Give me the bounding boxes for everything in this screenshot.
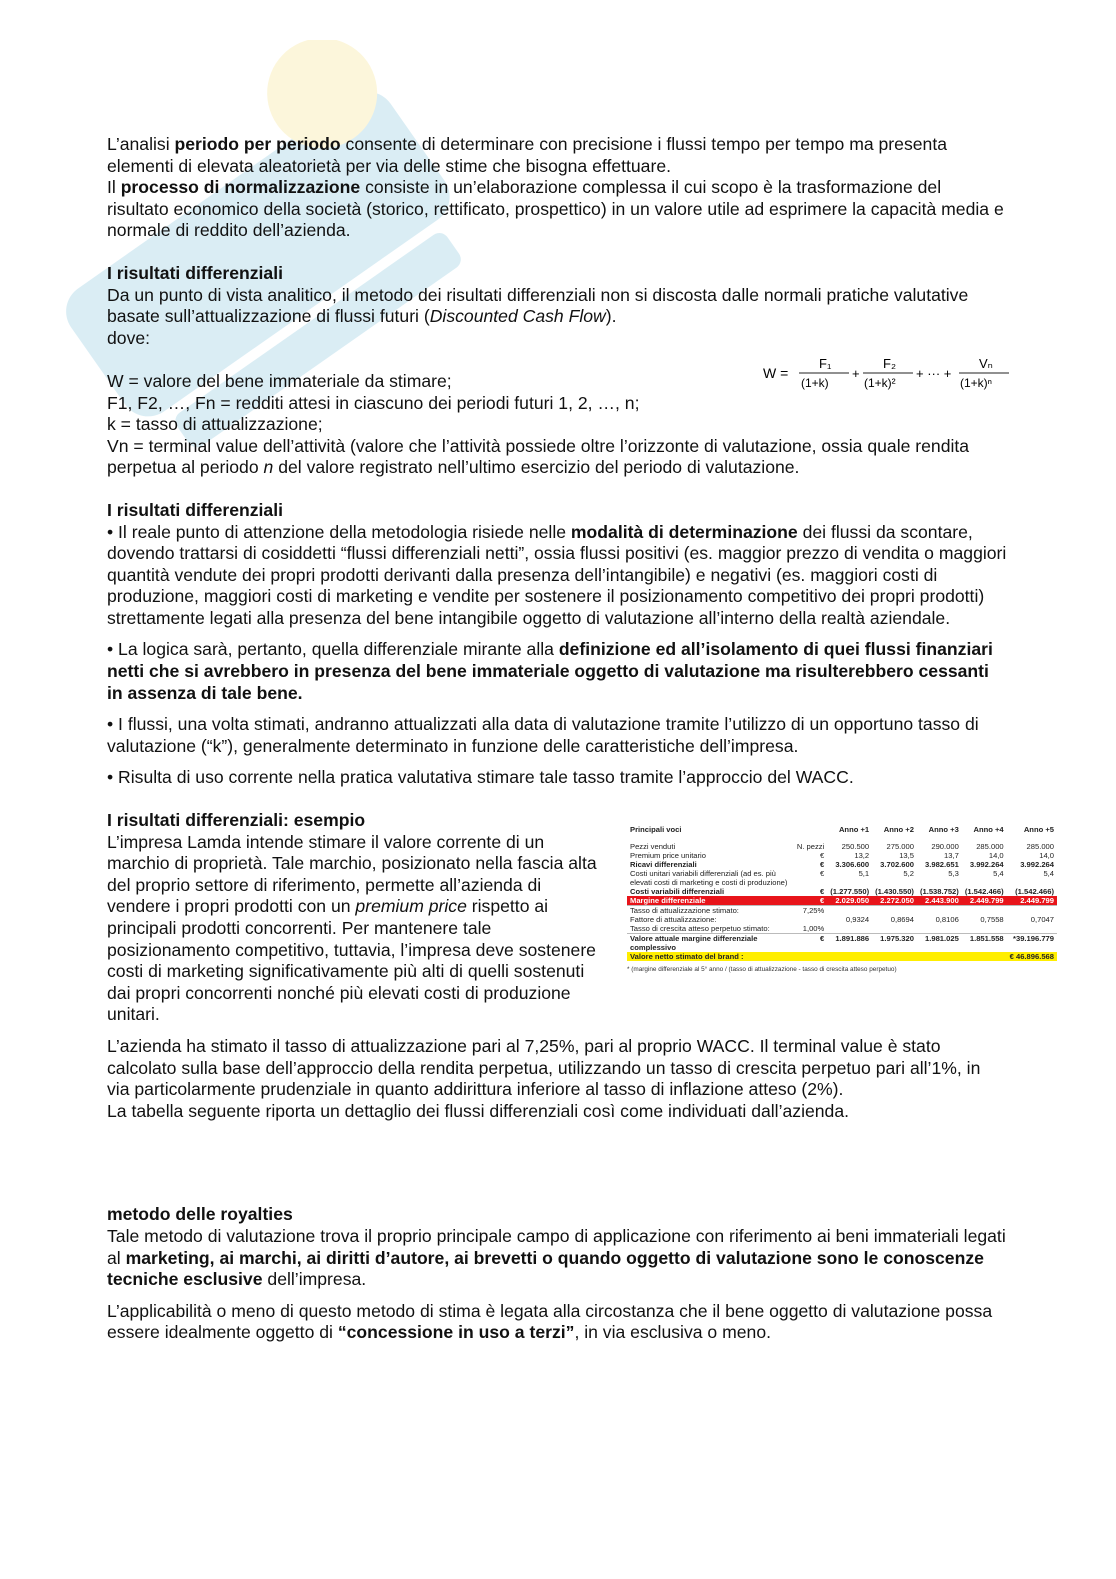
- svg-text:(1+k): (1+k): [801, 376, 829, 390]
- table-cell: 285.000: [976, 842, 1004, 852]
- table-cell: [872, 952, 917, 961]
- svg-text:W =: W =: [763, 365, 789, 381]
- table-header-row: [627, 816, 1057, 842]
- table-cell: (1.430.550): [875, 887, 914, 897]
- table-cell: [827, 924, 872, 934]
- table-cell: 2.029.050: [827, 896, 872, 906]
- example-paragraph-2: L’azienda ha stimato il tasso di attualizzazione pari al 7,25%, pari al proprio WACC. Il terminal value è stato calcolato sulla base dell’approccio della rendita perpetua, utilizzando un tasso di crescita perpetuo pari all’1%, in via particolarmente prudenziale in quanto addirittura inferiore al tasso di inflazione atteso (2%).: [107, 1035, 981, 1100]
- table-cell: 3.982.651: [925, 860, 959, 870]
- table-cell: (1.542.466): [1015, 887, 1054, 897]
- table-cell: 1.891.886: [827, 934, 872, 953]
- table-cell: [827, 952, 872, 961]
- table-cell: [917, 906, 962, 916]
- table-cell: €: [820, 887, 825, 897]
- table-row: [627, 952, 1057, 961]
- table-cell: 14,0: [988, 851, 1004, 861]
- table-cell: 13,7: [944, 851, 959, 861]
- table-cell: N. pezzi: [796, 842, 825, 852]
- svg-text:+ ··· +: + ··· +: [916, 366, 952, 381]
- table-cell: 0,7558: [980, 915, 1004, 925]
- table-header-cell: Anno +4: [973, 824, 1004, 834]
- definition-f: F1, F2, …, Fn = redditi attesi in ciascuno dei periodi futuri 1, 2, …, n;: [107, 392, 640, 413]
- table-cell: 13,5: [899, 851, 914, 861]
- table-header-cell: Anno +5: [1023, 824, 1054, 834]
- definition-vn: Vn = terminal value dell’attività (valore che l’attività possiede oltre l’orizzonte di valutazione, ossia quale rendita perpetua al periodo n del valore registrato nell’ultimo esercizio del periodo di valutazione.: [107, 435, 970, 478]
- table-row: [627, 896, 1057, 906]
- table-cell: [1007, 924, 1057, 934]
- table-cell: [872, 906, 917, 916]
- bullet-flussi: • I flussi, una volta stimati, andranno attualizzati alla data di valutazione tramite l’utilizzo di un opportuno tasso di valutazione (“k”), generalmente determinato in funzione delle caratteristiche dell’impresa.: [107, 714, 979, 756]
- example-paragraph-3: La tabella seguente riporta un dettaglio dei flussi differenziali così come individuati dall’azienda.: [107, 1100, 850, 1121]
- table-row: [627, 934, 1057, 953]
- svg-text:Vₙ: Vₙ: [979, 356, 993, 371]
- table-cell: (1.542.466): [964, 887, 1004, 897]
- table-cell: 275.000: [886, 842, 914, 852]
- section-heading-differenziali-2: I risultati differenziali: [107, 499, 283, 520]
- svg-text:(1+k)²: (1+k)²: [864, 376, 896, 390]
- section-heading-royalties: metodo delle royalties: [107, 1204, 293, 1225]
- table-cell: 5,1: [858, 869, 870, 879]
- table-cell: 2.449.799: [962, 896, 1007, 906]
- table-row: [627, 924, 1057, 934]
- table-cell: [917, 952, 962, 961]
- table-cell: 290.000: [931, 842, 959, 852]
- table-cell: 1.851.558: [962, 934, 1007, 953]
- table-cell: 0,8694: [890, 915, 914, 925]
- table-cell: 5,2: [903, 869, 914, 879]
- table-cell: Pezzi venduti: [630, 842, 676, 852]
- table-cell: 2.443.900: [917, 896, 962, 906]
- table-cell: Tasso di attualizzazione stimato:: [627, 906, 794, 916]
- royalties-paragraph-2: L’applicabilità o meno di questo metodo di stima è legata alla circostanza che il bene oggetto di valutazione possa essere idealmente oggetto di “concessione in uso a terzi”, in via esclusiva o meno.: [107, 1300, 993, 1343]
- table-cell: Fattore di attualizzazione:: [630, 915, 717, 925]
- document-page: [107, 134, 1054, 1344]
- table-cell: [962, 906, 1007, 916]
- table-cell: Costi variabili differenziali: [630, 887, 725, 897]
- table-cell: [827, 906, 872, 916]
- example-paragraph-1: L’impresa Lamda intende stimare il valore corrente di un marchio di proprietà. Tale marchio, posizionato nella fascia alta del proprio settore di riferimento, permette all’azienda di vendere i propri prodotti con un premium price rispetto ai principali prodotti concorrenti. Per mantenere tale posizionamento competitivo, tuttavia, l’impresa deve sostenere costi di marketing significativamente più alti di quelli sostenuti dai propri concorrenti nonché più elevati costi di produzione unitari.: [107, 831, 597, 1025]
- table-cell: 2.449.799: [1007, 896, 1057, 906]
- table-header-cell: [794, 816, 827, 842]
- dove-label: dove:: [107, 327, 151, 348]
- table-cell: [962, 924, 1007, 934]
- royalties-paragraph-1: Tale metodo di valutazione trova il proprio principale campo di applicazione con riferimento ai beni immateriali legati al marketing, ai marchi, ai diritti d’autore, ai brevetti o quando oggetto di valutazione sono le conoscenze tecniche esclusive dell’impresa.: [107, 1225, 1006, 1290]
- section-heading-esempio: I risultati differenziali: esempio: [107, 810, 366, 831]
- table-cell: 0,8106: [935, 915, 959, 925]
- table-row: [627, 869, 1057, 887]
- definition-k: k = tasso di attualizzazione;: [107, 414, 323, 435]
- table-row: [627, 915, 1057, 924]
- table-cell: Valore netto stimato del brand :: [627, 952, 794, 961]
- table-cell: 5,3: [948, 869, 959, 879]
- table-cell: (1.277.550): [830, 887, 870, 897]
- table-row: [627, 906, 1057, 916]
- table-cell: *39.196.779: [1007, 934, 1057, 953]
- table-cell: [872, 924, 917, 934]
- svg-text:F₁: F₁: [819, 356, 832, 371]
- table-cell: 250.500: [841, 842, 870, 852]
- dcf-formula: [761, 351, 1011, 395]
- table-cell: Margine differenziale: [627, 896, 794, 906]
- table-cell: [794, 915, 827, 924]
- intro-paragraph-1: L’analisi periodo per periodo consente di determinare con precisione i flussi tempo per tempo ma presenta elementi di elevata aleatorietà per via delle stime che bisogna effettuare.: [107, 134, 947, 176]
- svg-text:F₂: F₂: [883, 356, 896, 371]
- table-cell: 5,4: [993, 869, 1004, 879]
- table-cell: 0,9324: [845, 915, 870, 925]
- table-cell: 285.000: [1026, 842, 1054, 852]
- table-cell: €: [820, 851, 825, 861]
- table-cell: Premium price unitario: [630, 851, 706, 861]
- table-header-cell: Principali voci: [630, 824, 682, 834]
- table-cell: Costi unitari variabili differenziali (ad es. più elevati costi di marketing e costi di produzione): [630, 869, 788, 888]
- definition-w: W = valore del bene immateriale da stimare;: [107, 370, 452, 391]
- table-cell: 2.272.050: [872, 896, 917, 906]
- table-cell: 0,7047: [1030, 915, 1054, 925]
- table-cell: 14,0: [1039, 851, 1054, 861]
- table-cell: 13,2: [854, 851, 870, 861]
- intro-paragraph-2: Il processo di normalizzazione consiste in un’elaborazione complessa il cui scopo è la trasformazione del risultato economico della società (storico, rettificato, prospettico) in un valore utile ad esprimere la capacità media e normale di reddito dell’azienda.: [107, 177, 1004, 241]
- table-cell: 3.702.600: [880, 860, 914, 870]
- table-cell: €: [794, 934, 827, 953]
- bullet-modalita: • Il reale punto di attenzione della metodologia risiede nelle modalità di determinazione dei flussi da scontare, dovendo trattarsi di cosiddetti “flussi differenziali netti”, ossia flussi positivi (es. maggior prezzo di vendita o maggiori quantità vendute dei propri prodotti derivanti dalla presenza dell’intangibile) e negativi (es. maggiori costi di produzione, maggiori costi di marketing e vendite per sostenere il posizionamento competitivo dei propri prodotti) strettamente legati alla presenza del bene intangibile oggetto di valutazione all’interno della realtà aziendale.: [107, 521, 1007, 628]
- bullet-logica: • La logica sarà, pertanto, quella differenziale mirante alla definizione ed all’isolamento di quei flussi finanziari netti che si avrebbero in presenza del bene immateriale oggetto di valutazione ma risulterebbero cessanti in assenza di tale bene.: [107, 639, 993, 703]
- table-cell: 1.981.025: [917, 934, 962, 953]
- table-cell: 7,25%: [794, 906, 827, 916]
- table-cell: Valore attuale margine differenziale complessivo: [627, 934, 794, 953]
- table-cell: 1,00%: [802, 924, 825, 934]
- table-cell: [917, 924, 962, 934]
- table-row: [627, 851, 1057, 860]
- table-cell: 3.306.600: [835, 860, 870, 870]
- table-cell: (1.538.752): [919, 887, 959, 897]
- table-cell: [962, 952, 1007, 961]
- dcf-paragraph: Da un punto di vista analitico, il metodo dei risultati differenziali non si discosta dalle normali pratiche valutative basate sull’attualizzazione di flussi futuri (Discounted Cash Flow).: [107, 284, 969, 327]
- table-cell: €: [820, 860, 825, 870]
- svg-text:+: +: [852, 366, 860, 381]
- table-cell: €: [820, 869, 825, 879]
- table-cell: 3.992.264: [969, 860, 1004, 870]
- example-section: [107, 810, 1054, 1122]
- table-cell: € 46.896.568: [1007, 952, 1057, 961]
- table-cell: 5,4: [1043, 869, 1054, 879]
- table-row: [627, 842, 1057, 851]
- section-heading-differenziali: I risultati differenziali: [107, 262, 283, 283]
- bullet-wacc: • Risulta di uso corrente nella pratica valutativa stimare tale tasso tramite l’approccio del WACC.: [107, 767, 854, 788]
- brand-valuation-table: [627, 816, 1057, 1084]
- table-header-cell: Anno +3: [928, 824, 959, 834]
- table-cell: [794, 952, 827, 961]
- table-footnote: * (margine differenziale al 5° anno / (tasso di attualizzazione - tasso di crescita atteso perpetuo): [627, 966, 897, 974]
- table-header-cell: Anno +1: [838, 824, 870, 834]
- table-row: [627, 887, 1057, 896]
- table-cell: Tasso di crescita atteso perpetuo stimato:: [630, 924, 770, 934]
- table-header-cell: Anno +2: [883, 824, 914, 834]
- table-row: [627, 860, 1057, 869]
- table-cell: Ricavi differenziali: [630, 860, 697, 870]
- table-cell: 3.992.264: [1020, 860, 1054, 870]
- table-cell: €: [794, 896, 827, 906]
- table-cell: [1007, 906, 1057, 916]
- svg-text:(1+k)ⁿ: (1+k)ⁿ: [960, 376, 993, 390]
- table-cell: 1.975.320: [872, 934, 917, 953]
